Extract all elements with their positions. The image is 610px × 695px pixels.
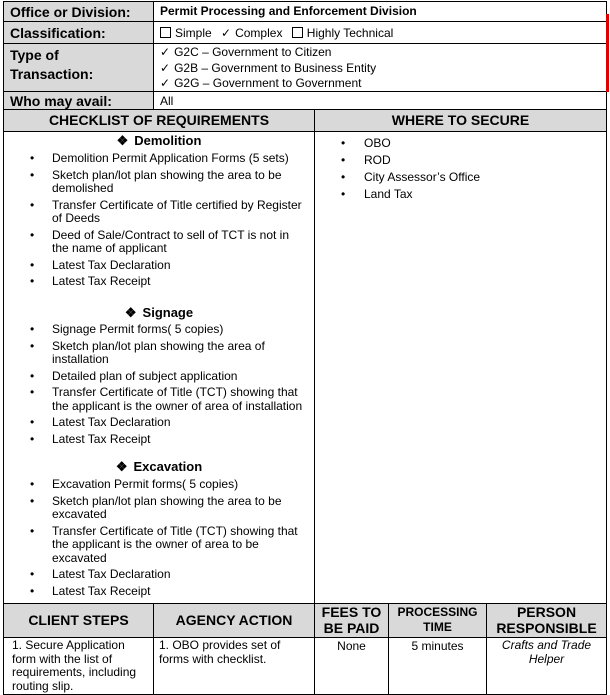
requirements-list [4,478,314,598]
list-item: • Excavation Permit forms( 5 copies) [4,478,314,492]
who-value: All [160,94,174,108]
list-item: • Detailed plan of subject application [4,370,314,384]
requirements-list [4,152,314,289]
processing-time-text: 5 minutes [411,639,464,653]
list-item: • Transfer Certificate of Title (TCT) showing that the applicant is the owner of area to be excavated [4,525,314,566]
classification-value-cell [153,21,607,44]
list-item: • Sketch plan/lot plan showing the area of installation [4,340,314,367]
office-label: Office or Division: [10,4,131,20]
checkmark-icon: ✓ [160,60,171,75]
option-highly-technical: Highly Technical [292,26,394,40]
checkbox-empty-icon [160,27,171,38]
section-demolition [4,132,314,292]
list-item: • ROD [315,153,605,167]
red-margin-mark [606,14,609,92]
client-step-text: 1. Secure Application form with the list of requirements, including routing slip. [12,638,137,693]
list-item: • Transfer Certificate of Title (TCT) showing that the applicant is the owner of area of installation [4,386,314,413]
diamond-bullet-icon: ❖ [115,459,128,474]
person-responsible-cell [486,637,607,695]
type-list [154,44,606,93]
type-value-cell [153,43,607,92]
where-to-secure [315,136,605,204]
checkbox-empty-icon [292,27,303,38]
list-item: • Latest Tax Declaration [4,568,314,582]
list-item: • Latest Tax Receipt [4,585,314,599]
where-list [315,136,605,201]
requirements-list [4,323,314,446]
agency-action-text: 1. OBO provides set of forms with checklist. [159,638,281,666]
list-item: • Latest Tax Receipt [4,433,314,447]
office-value-cell [153,1,607,22]
list-item: • Sketch plan/lot plan showing the area to be excavated [4,495,314,522]
agency-action-header: AGENCY ACTION [153,603,315,638]
who-value-cell [153,91,607,110]
checkmark-icon: ✓ [160,76,171,90]
type-item: ✓ G2B – Government to Business Entity [160,60,377,75]
type-label: Type of Transaction: [10,47,94,82]
section-excavation [4,458,314,601]
list-item: • City Assessor’s Office [315,170,605,184]
list-item: • Demolition Permit Application Forms (5 sets) [4,152,314,166]
classification-label-cell [3,21,154,44]
list-item: • Latest Tax Receipt [4,275,314,289]
person-responsible-header: PERSON RESPONSIBLE [486,603,607,638]
option-complex: ✓ Complex [221,26,283,40]
checklist-header: CHECKLIST OF REQUIREMENTS [3,109,315,132]
type-item: ✓ G2G – Government to Government [160,76,362,90]
diamond-bullet-icon: ❖ [116,133,129,148]
client-step-cell [3,637,154,695]
type-label-cell [3,43,154,92]
list-item: • Latest Tax Declaration [4,259,314,273]
processing-time-cell [388,637,487,695]
office-value: Permit Processing and Enforcement Division [160,4,417,18]
list-item: • Sketch plan/lot plan showing the area to be demolished [4,169,314,196]
classification-options [154,22,606,42]
type-item: ✓ G2C – Government to Citizen [160,45,332,59]
section-signage [4,304,314,449]
who-label: Who may avail: [10,93,112,109]
list-item: • Signage Permit forms( 5 copies) [4,323,314,337]
list-item: • OBO [315,136,605,150]
processing-time-header: PROCESSING TIME [388,603,487,638]
list-item: • Deed of Sale/Contract to sell of TCT is not in the name of applicant [4,229,314,256]
list-item: • Latest Tax Declaration [4,416,314,430]
diamond-bullet-icon: ❖ [124,305,137,320]
checkmark-icon: ✓ [221,26,232,40]
where-header: WHERE TO SECURE [314,109,607,132]
agency-action-cell [153,637,315,695]
option-simple: Simple [160,26,212,40]
list-item: • Transfer Certificate of Title certified by Register of Deeds [4,199,314,226]
fees-header: FEES TO BE PAID [314,603,389,638]
who-label-cell [3,91,154,110]
section-title: ❖ Demolition [116,133,202,148]
section-title: ❖ Excavation [115,459,203,474]
client-steps-header: CLIENT STEPS [3,603,154,638]
fees-cell [314,637,389,695]
classification-label: Classification: [10,25,106,41]
office-label-cell [3,1,154,22]
checkmark-icon: ✓ [160,45,171,59]
section-title: ❖ Signage [124,305,194,320]
fees-text: None [337,639,366,653]
person-responsible-text: Crafts and Trade Helper [501,638,592,666]
list-item: • Land Tax [315,187,605,201]
